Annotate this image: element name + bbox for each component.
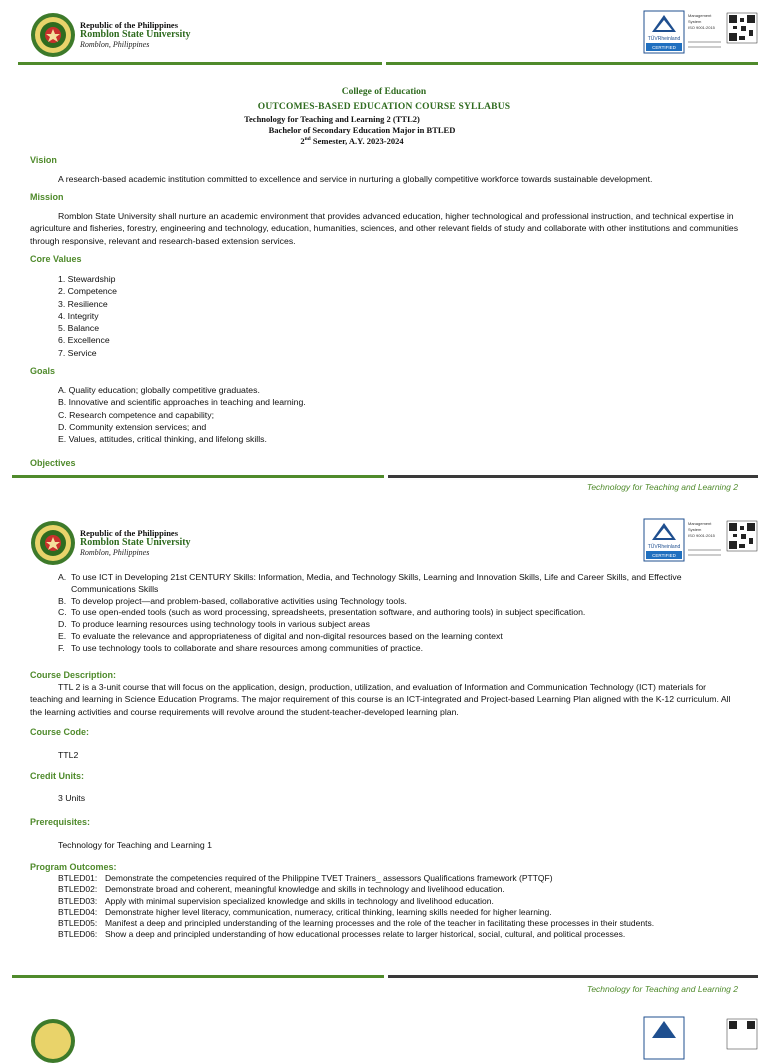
footer-rule-right <box>388 475 758 478</box>
university-name: Romblon State University <box>80 29 191 40</box>
tuv-badge-text: TÜVRheinland <box>647 544 681 550</box>
semester-number: 2 <box>300 136 305 146</box>
core-values-heading: Core Values <box>30 254 82 264</box>
qr-code-icon <box>727 13 757 43</box>
university-location: Romblon, Philippines <box>80 548 150 557</box>
cert-line-3: ISO 9001:2015 <box>688 25 715 30</box>
list-item: C. Research competence and capability; <box>58 409 214 420</box>
tuv-badge-text: TÜVRheinland <box>647 36 681 42</box>
list-key: BTLED04: <box>58 906 98 917</box>
list-item <box>58 929 748 940</box>
list-text: To use ICT in Developing 21st CENTURY Skills: Information, Media, and Technology Skills, Learning and Innovation Skills, Life and Career Skills, and Effective Communications Skills <box>71 572 682 594</box>
course-description-text: TTL 2 is a 3-unit course that will focus on the application, design, production, utilization, and evaluation of Information and Communication Technology (ICT) materials for teaching and learning in Science Education Programs. The major requirement of this course is an ICT-integrated and Project-based Learning Plan aligned with the K-12 curriculum. All the learning activities and course requirements will revolve around the student-teacher-developed learning plan. <box>30 682 731 717</box>
list-key: A. <box>58 572 67 582</box>
course-title: Technology for Teaching and Learning 2 (TTL2) <box>244 114 420 124</box>
certified-text: CERTIFIED <box>652 553 676 558</box>
list-item <box>58 884 748 895</box>
list-text: Manifest a deep and principled understanding of the learning processes and the role of the teacher in facilitating these processes in their students. <box>105 918 655 929</box>
vision-heading: Vision <box>30 155 57 165</box>
footer-rule-left <box>12 975 384 978</box>
page-3-partial <box>0 1012 768 1052</box>
list-item <box>58 572 748 596</box>
list-text: To use technology tools to collaborate and share resources among communities of practice. <box>71 642 424 653</box>
page-header <box>0 0 768 66</box>
credit-units-heading: Credit Units: <box>30 771 84 781</box>
program-outcomes-list <box>58 873 748 941</box>
university-location: Romblon, Philippines <box>80 40 150 49</box>
list-item: 5. Balance <box>58 323 100 334</box>
list-text: To use open-ended tools (such as word processing, spreadsheets, presentation software, and authoring tools) in subject specification. <box>71 607 586 618</box>
list-item: 6. Excellence <box>58 335 110 346</box>
footer-rule-left <box>12 475 384 478</box>
semester-text: Semester, A.Y. 2023-2024 <box>310 136 404 146</box>
qr-code-icon <box>727 521 757 551</box>
list-item <box>58 907 748 918</box>
list-key: C. <box>58 607 67 618</box>
college-title: College of Education <box>341 87 427 97</box>
page-header <box>0 508 768 574</box>
list-text: Demonstrate broad and coherent, meaningful knowledge and skills in technology and livelihood education. <box>105 884 505 895</box>
program-outcomes-heading: Program Outcomes: <box>30 862 117 872</box>
goals-list <box>58 384 306 445</box>
page-footer: Technology for Teaching and Learning 2 <box>586 482 738 492</box>
list-key: BTLED03: <box>58 895 98 906</box>
list-item: 1. Stewardship <box>58 274 116 284</box>
header-rule-right <box>386 62 758 65</box>
list-key: BTLED02: <box>58 884 98 895</box>
certified-text: CERTIFIED <box>652 45 676 50</box>
list-text: To develop project—and problem-based, collaborative activities using Technology tools. <box>71 595 407 606</box>
list-item: A. Quality education; globally competitive graduates. <box>58 385 260 395</box>
syllabus-title: OUTCOMES-BASED EDUCATION COURSE SYLLABUS <box>257 102 511 112</box>
mission-text: Romblon State University shall nurture an academic environment that provides advanced education, higher technological and professional instruction, and technical expertise in agriculture and fisheries, forestry, engineering and technology, education, humanities, sciences, and other relevant fields of study and collaborate with other institutions and communities through responsive, relevant and research-based extension services. <box>30 211 739 246</box>
page-1 <box>0 0 768 500</box>
course-code-heading: Course Code: <box>30 727 90 737</box>
vision-text: A research-based academic institution committed to excellence and service in nurturing a globally competitive workforce towards sustainable development. <box>58 174 653 184</box>
core-values-list <box>58 273 117 359</box>
list-item: 2. Competence <box>58 286 117 297</box>
objectives-list <box>58 572 748 655</box>
list-key: D. <box>58 619 67 630</box>
list-item: E. Values, attitudes, critical thinking, and lifelong skills. <box>58 434 267 445</box>
list-item <box>58 873 748 884</box>
republic-text: Republic of the Philippines <box>80 528 179 538</box>
list-item <box>58 643 748 655</box>
list-text: To evaluate the relevance and appropriateness of digital and non-digital resources based on the learning context <box>71 630 503 641</box>
cert-line-1: Management <box>688 13 712 18</box>
iso-certification-badge <box>643 518 763 563</box>
republic-text: Republic of the Philippines <box>80 20 179 30</box>
goals-heading: Goals <box>30 366 56 376</box>
university-seal-icon <box>30 12 76 58</box>
iso-certification-badge <box>643 1016 763 1061</box>
header-rule-left <box>18 62 382 65</box>
program-title: Bachelor of Secondary Education Major in BTLED <box>268 125 456 135</box>
list-key: E. <box>58 630 67 641</box>
list-key: BTLED06: <box>58 929 98 940</box>
list-text: Demonstrate higher level literacy, communication, numeracy, critical thinking, learning skills needed for higher learning. <box>105 906 552 917</box>
list-key: BTLED05: <box>58 918 98 929</box>
list-key: BTLED01: <box>58 873 98 883</box>
list-text: Apply with minimal supervision specialized knowledge and skills in technology and livelihood education. <box>105 895 494 906</box>
list-key: B. <box>58 595 67 606</box>
cert-line-2: System <box>688 19 702 24</box>
iso-certification-badge <box>643 10 763 55</box>
university-name-block <box>80 528 191 558</box>
mission-heading: Mission <box>30 192 64 202</box>
cert-line-1: Management <box>688 521 712 526</box>
cert-line-3: ISO 9001:2015 <box>688 533 715 538</box>
list-text: Demonstrate the competencies required of the Philippine TVET Trainers_ assessors Qualifications framework (PTTQF) <box>105 873 553 883</box>
list-item: 3. Resilience <box>58 298 108 309</box>
list-text: To produce learning resources using technology tools in various subject areas <box>71 619 370 630</box>
list-item <box>58 918 748 929</box>
list-item: 4. Integrity <box>58 310 99 321</box>
course-description-heading: Course Description: <box>30 670 117 680</box>
list-item: D. Community extension services; and <box>58 421 207 432</box>
list-item <box>58 607 748 619</box>
footer-rule-right <box>388 975 758 978</box>
list-text: Show a deep and principled understanding of how educational processes relate to larger historical, social, cultural, and political processes. <box>105 929 626 940</box>
list-item: B. Innovative and scientific approaches in teaching and learning. <box>58 397 306 408</box>
list-key: F. <box>58 642 65 653</box>
list-item: 7. Service <box>58 347 97 358</box>
page-2 <box>0 508 768 1006</box>
cert-line-2: System <box>688 527 702 532</box>
credit-units-value: 3 Units <box>58 793 86 803</box>
list-item <box>58 596 748 608</box>
university-name: Romblon State University <box>80 537 191 548</box>
list-item <box>58 896 748 907</box>
university-name-block <box>80 20 191 50</box>
university-seal-icon <box>30 520 76 566</box>
prerequisites-value: Technology for Teaching and Learning 1 <box>58 840 212 850</box>
objectives-heading: Objectives <box>30 458 76 468</box>
university-seal-icon <box>30 1018 76 1064</box>
semester-title <box>0 136 736 146</box>
semester-suffix: nd <box>304 136 311 143</box>
prerequisites-heading: Prerequisites: <box>30 817 91 827</box>
page-footer: Technology for Teaching and Learning 2 <box>586 984 738 994</box>
list-item <box>58 619 748 631</box>
list-item <box>58 631 748 643</box>
course-code-value: TTL2 <box>58 750 79 760</box>
